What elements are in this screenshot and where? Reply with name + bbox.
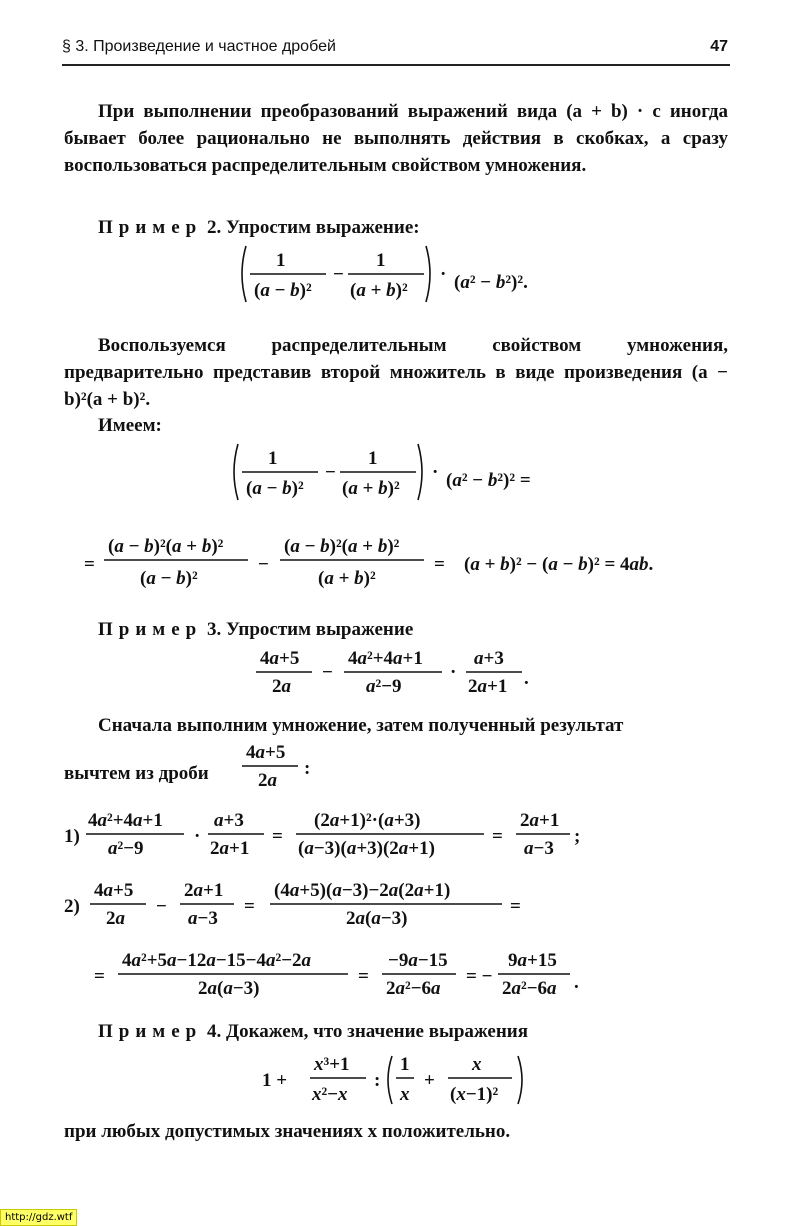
have-label: Имеем: (98, 415, 162, 436)
svg-text:(a − b)²(a + b)²: (a − b)²(a + b)² (284, 536, 400, 557)
svg-text:(2a+1)²·(a+3): (2a+1)²·(a+3) (314, 810, 421, 831)
svg-text:4a+5: 4a+5 (260, 648, 300, 669)
svg-text:−: − (258, 554, 269, 575)
example-3-heading (64, 616, 728, 643)
formula-step-2-continued (94, 946, 594, 1004)
svg-text:(a + b)²: (a + b)² (342, 478, 400, 499)
svg-text:2a²−6a: 2a²−6a (502, 978, 557, 999)
svg-text:·: · (450, 662, 457, 683)
svg-text:x³+1: x³+1 (314, 1054, 350, 1075)
svg-text:2a: 2a (258, 770, 277, 790)
svg-text:(a² − b²)².: (a² − b²)². (454, 272, 528, 293)
svg-text:=: = (94, 966, 105, 987)
svg-text:2a+1: 2a+1 (468, 676, 508, 697)
svg-text:1 +: 1 + (262, 1070, 288, 1091)
svg-text:−: − (333, 264, 344, 285)
section-title: § 3. Произведение и частное дробей (62, 38, 336, 55)
svg-text:=: = (510, 896, 521, 917)
svg-text:a+3: a+3 (474, 648, 504, 669)
svg-text:4a+5: 4a+5 (94, 880, 134, 901)
svg-text:(a + b)²: (a + b)² (318, 568, 376, 589)
svg-text:2a²−6a: 2a²−6a (386, 978, 441, 999)
svg-text:2a(a−3): 2a(a−3) (198, 978, 260, 999)
svg-text:4a²+4a+1: 4a²+4a+1 (88, 810, 163, 831)
example-label: Пример (98, 1021, 203, 1042)
svg-text:(a−3)(a+3)(2a+1): (a−3)(a+3)(2a+1) (298, 838, 435, 859)
svg-text:−: − (322, 662, 333, 683)
formula-step-2 (64, 876, 544, 934)
svg-text:= −: = − (466, 966, 493, 987)
svg-text:4a²+5a−12a−15−4a²−2a: 4a²+5a−12a−15−4a²−2a (122, 950, 312, 971)
svg-text:=: = (244, 896, 255, 917)
example-text: 3. Упростим выражение (207, 619, 414, 640)
svg-text:;: ; (574, 826, 581, 847)
svg-text:(4a+5)(a−3)−2a(2a+1): (4a+5)(a−3)−2a(2a+1) (274, 880, 451, 901)
svg-text:2a: 2a (272, 676, 291, 697)
example-text: 2. Упростим выражение: (207, 217, 420, 238)
svg-text:2a+1: 2a+1 (210, 838, 250, 859)
svg-text:+: + (424, 1070, 435, 1091)
formula-step-1 (64, 806, 604, 864)
formula-example-3 (254, 646, 544, 698)
svg-text:2): 2) (64, 896, 80, 917)
formula-example-2 (236, 242, 566, 310)
svg-text:=: = (434, 554, 445, 575)
formula-have-line-1 (228, 440, 568, 508)
svg-text:=: = (492, 826, 503, 847)
example-4-heading (64, 1018, 728, 1045)
svg-text:=: = (84, 554, 95, 575)
svg-text:(a − b)²: (a − b)² (254, 280, 312, 301)
svg-text:2a+1: 2a+1 (184, 880, 224, 901)
svg-text:.: . (574, 972, 579, 993)
paragraph-distributive: Воспользуемся распределительным свойством умножения, предварительно представив второй множитель в виде произведения (a − b)²(a + b)². (64, 335, 728, 410)
svg-text:.: . (524, 668, 529, 689)
svg-text:=: = (358, 966, 369, 987)
svg-text:(a + b)² − (a − b)² = 4ab.: (a + b)² − (a − b)² = 4ab. (464, 554, 654, 575)
svg-text:a−3: a−3 (188, 908, 218, 929)
svg-text:(x−1)²: (x−1)² (450, 1084, 499, 1105)
example-label: Пример (98, 217, 203, 238)
svg-text:1: 1 (368, 448, 378, 469)
paragraph-intro: При выполнении преобразований выражений вида (a + b) · c иногда бывает более рационально не выполнять действия в скобках, а сразу воспользоваться распределительным свойством умножения. (64, 101, 728, 176)
svg-text:1: 1 (276, 250, 286, 271)
example-label: Пример (98, 619, 203, 640)
svg-text:a²−9: a²−9 (108, 838, 144, 859)
svg-text:(a − b)²: (a − b)² (140, 568, 198, 589)
svg-text:2a: 2a (106, 908, 125, 929)
formula-fraction-4a5 (240, 738, 320, 790)
svg-text:a+3: a+3 (214, 810, 244, 831)
example-text: 4. Докажем, что значение выражения (207, 1021, 529, 1042)
svg-text:x²−x: x²−x (312, 1084, 348, 1105)
svg-text:2a(a−3): 2a(a−3) (346, 908, 408, 929)
example-2-heading (64, 214, 728, 241)
svg-text:(a + b)²: (a + b)² (350, 280, 408, 301)
svg-text:−: − (325, 462, 336, 483)
svg-text:=: = (272, 826, 283, 847)
svg-text:1: 1 (400, 1054, 410, 1075)
paragraph-step-a: Сначала выполним умножение, затем полученный результат (98, 715, 624, 736)
svg-text:(a² − b²)² =: (a² − b²)² = (446, 470, 531, 491)
svg-text:·: · (432, 462, 439, 483)
step-b-text: вычтем из дроби (64, 763, 209, 784)
formula-have-line-2 (80, 528, 740, 594)
svg-text:a²−9: a²−9 (366, 676, 402, 697)
formula-example-4 (262, 1050, 542, 1110)
svg-text:1): 1) (64, 826, 80, 847)
svg-text:x: x (400, 1084, 410, 1105)
svg-text:(a − b)²: (a − b)² (246, 478, 304, 499)
svg-text:·: · (440, 264, 447, 285)
svg-text:a−3: a−3 (524, 838, 554, 859)
svg-text:9a+15: 9a+15 (508, 950, 557, 971)
svg-text:·: · (194, 826, 201, 847)
svg-text:2a+1: 2a+1 (520, 810, 560, 831)
svg-text:4a+5: 4a+5 (246, 742, 286, 763)
svg-text:1: 1 (376, 250, 386, 271)
paragraph-step-b (64, 760, 728, 787)
svg-text::: : (374, 1070, 381, 1091)
watermark-link[interactable]: http://gdz.wtf (0, 1209, 77, 1226)
svg-text::: : (304, 758, 311, 779)
svg-text:−: − (156, 896, 167, 917)
page-number: 47 (710, 38, 728, 55)
page-header (62, 36, 730, 66)
svg-text:−9a−15: −9a−15 (388, 950, 448, 971)
svg-text:(a − b)²(a + b)²: (a − b)²(a + b)² (108, 536, 224, 557)
svg-text:1: 1 (268, 448, 278, 469)
svg-text:x: x (472, 1054, 482, 1075)
paragraph-conclusion: при любых допустимых значениях x положительно. (64, 1121, 511, 1142)
svg-text:4a²+4a+1: 4a²+4a+1 (348, 648, 423, 669)
